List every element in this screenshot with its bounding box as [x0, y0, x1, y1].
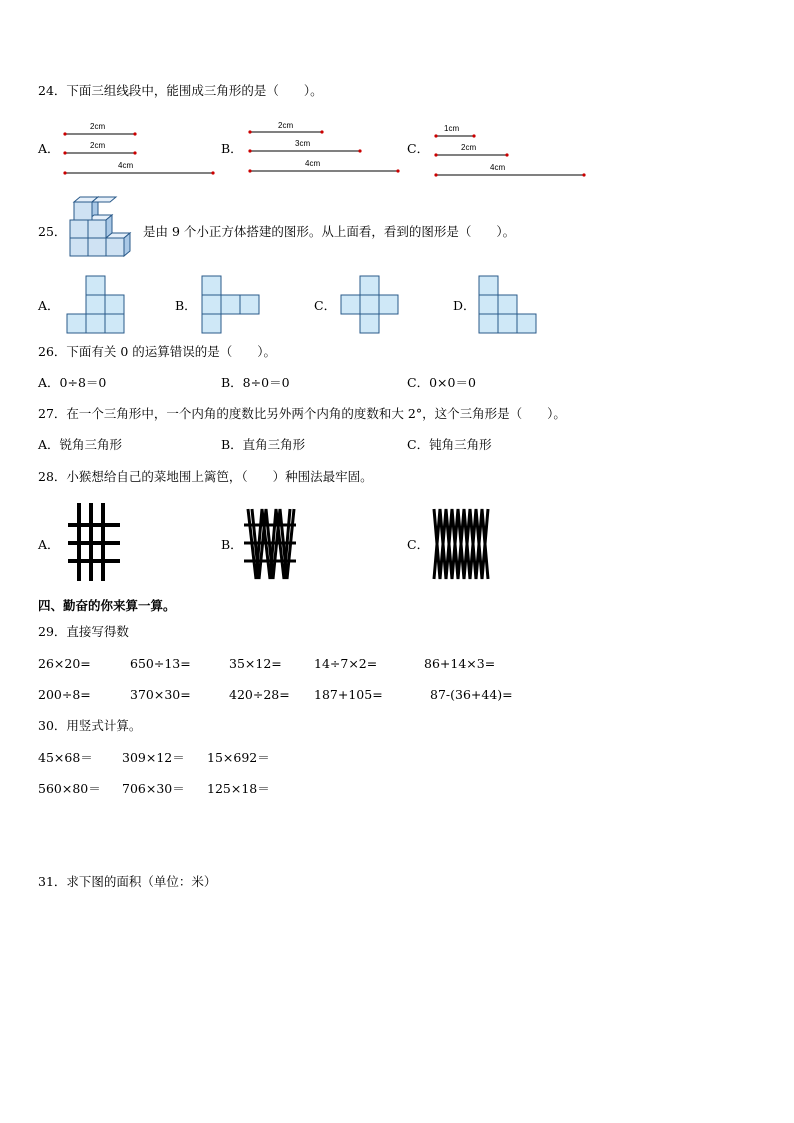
q25-option-d-figure[interactable] — [479, 275, 539, 335]
q24-option-b[interactable]: B． — [221, 141, 243, 156]
q28-option-b[interactable]: B． — [221, 537, 243, 552]
q28-option-c[interactable]: C． — [407, 537, 430, 552]
q30-item: 45×68＝ — [38, 750, 93, 765]
q29-item: 650÷13= — [130, 656, 191, 671]
q25-stem: 是由 9 个小正方体搭建的图形。从上面看，看到的图形是（ ）。 — [143, 224, 516, 239]
q31-stem: 31．求下图的面积（单位：米） — [38, 874, 217, 889]
segment-label: 3cm — [295, 139, 311, 148]
section-4-title: 四、勤奋的你来算一算。 — [38, 598, 176, 613]
q27-option-c[interactable]: C．钝角三角形 — [407, 437, 492, 452]
q25-option-c-figure[interactable] — [341, 275, 401, 335]
q25-option-d[interactable]: D． — [453, 298, 476, 313]
q27-option-a[interactable]: A．锐角三角形 — [38, 437, 123, 452]
q29-item: 420÷28= — [229, 687, 290, 702]
q24-option-c[interactable]: C． — [407, 141, 430, 156]
q25-option-b[interactable]: B． — [175, 298, 197, 313]
q24-stem: 24．下面三组线段中，能围成三角形的是（ ）。 — [38, 83, 323, 98]
segment-label: 2cm — [278, 121, 294, 130]
segment-label: 2cm — [90, 122, 106, 131]
q29-item: 370×30= — [130, 687, 191, 702]
q28-fence-grid-a[interactable] — [64, 503, 124, 583]
segment-label: 4cm — [490, 163, 506, 172]
q29-item: 26×20= — [38, 656, 91, 671]
q24-option-a[interactable]: A． — [38, 141, 60, 156]
segment-label: 2cm — [461, 143, 477, 152]
q26-option-a[interactable]: A．0÷8＝0 — [38, 375, 107, 390]
q26-stem: 26．下面有关 0 的运算错误的是（ ）。 — [38, 344, 277, 359]
q30-item: 15×692＝ — [207, 750, 270, 765]
q28-option-a[interactable]: A． — [38, 537, 60, 552]
q29-item: 187+105= — [314, 687, 383, 702]
q29-item: 87-(36+44)= — [430, 687, 513, 702]
q30-item: 125×18＝ — [207, 781, 270, 796]
segment-label: 2cm — [90, 141, 106, 150]
q29-item: 86+14×3= — [424, 656, 496, 671]
q28-fence-zigzag-c[interactable] — [430, 503, 492, 583]
q30-stem: 30．用竖式计算。 — [38, 718, 142, 733]
q27-option-b[interactable]: B．直角三角形 — [221, 437, 306, 452]
q30-item: 560×80＝ — [38, 781, 101, 796]
segment-label: 4cm — [118, 161, 134, 170]
q26-option-c[interactable]: C．0×0＝0 — [407, 375, 476, 390]
q29-stem: 29．直接写得数 — [38, 624, 129, 639]
q25-option-b-figure[interactable] — [202, 275, 262, 335]
q27-stem: 27．在一个三角形中，一个内角的度数比另外两个内角的度数和大 2°，这个三角形是（ ）。 — [38, 406, 566, 421]
q30-item: 706×30＝ — [122, 781, 185, 796]
cube-stack-figure — [68, 196, 142, 266]
q29-item: 14÷7×2= — [314, 656, 378, 671]
q25-option-c[interactable]: C． — [314, 298, 337, 313]
q25-option-a[interactable]: A． — [38, 298, 60, 313]
q29-item: 200÷8= — [38, 687, 91, 702]
q28-fence-crossed-b[interactable] — [244, 503, 298, 583]
q24-segments-c — [0, 0, 794, 200]
q26-option-b[interactable]: B．8÷0＝0 — [221, 375, 290, 390]
q29-item: 35×12= — [229, 656, 282, 671]
q30-item: 309×12＝ — [122, 750, 185, 765]
q28-stem: 28．小猴想给自己的菜地围上篱笆，（ ）种围法最牢固。 — [38, 469, 373, 484]
segment-label: 4cm — [305, 159, 321, 168]
q25-option-a-figure[interactable] — [67, 275, 127, 335]
segment-label: 1cm — [444, 124, 460, 133]
q25-number: 25． — [38, 224, 67, 239]
